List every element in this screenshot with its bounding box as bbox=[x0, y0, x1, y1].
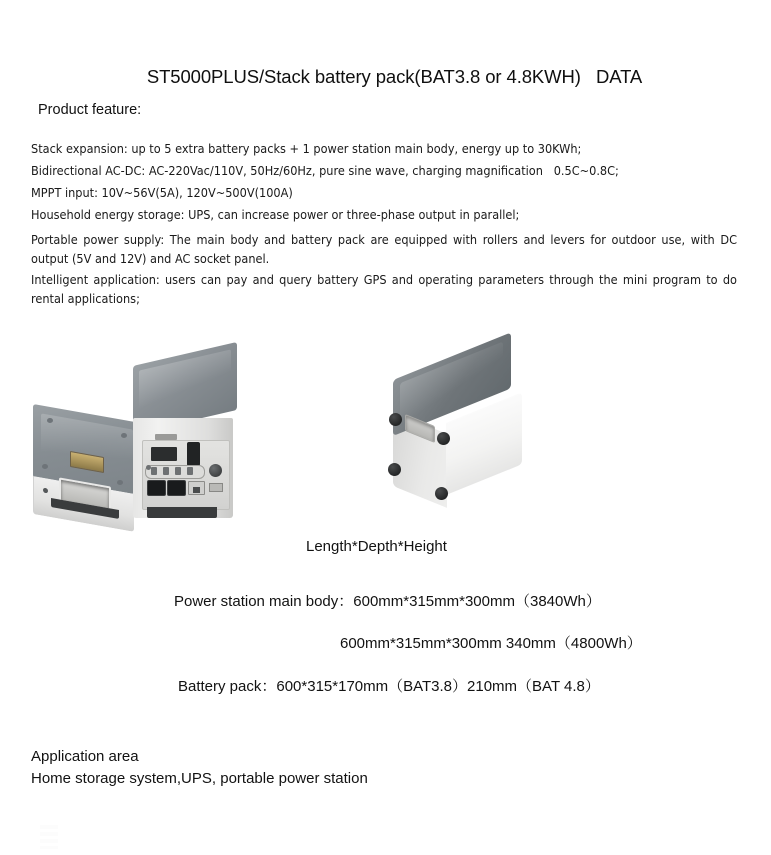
screw-icon bbox=[47, 418, 53, 423]
panel-button bbox=[151, 467, 157, 475]
rotary-knob bbox=[209, 464, 222, 477]
lcd-display bbox=[151, 447, 177, 461]
panel-button bbox=[175, 467, 181, 475]
dimension-header: Length*Depth*Height bbox=[306, 538, 447, 555]
feature-mppt-input: MPPT input: 10V~56V(5A), 120V~500V(100A) bbox=[31, 185, 293, 200]
dimension-battery-pack: Battery pack：600*315*170mm（BAT3.8）210mm（BAT 4.8） bbox=[178, 678, 600, 695]
roller-caster-icon bbox=[435, 487, 448, 500]
screw-icon bbox=[117, 480, 123, 485]
feature-stack-expansion: Stack expansion: up to 5 extra battery packs + 1 power station main body, energy up to 30KWh; bbox=[31, 141, 582, 156]
faint-watermark-artifact bbox=[40, 825, 58, 849]
feature-portable-power-supply: Portable power supply: The main body and battery pack are equipped with rollers and levers for outdoor use, with DC output (5V and 12V) and AC socket panel. bbox=[31, 232, 737, 266]
vent-grille bbox=[187, 442, 200, 466]
rj45-port bbox=[188, 481, 205, 495]
page-title: ST5000PLUS/Stack battery pack(BAT3.8 or 4.8KWH) DATA bbox=[146, 66, 643, 87]
feature-intelligent-application: Intelligent application: users can pay and query battery GPS and operating parameters through the mini program to do rental applications; bbox=[31, 272, 737, 306]
feature-bidirectional-acdc: Bidirectional AC-DC: AC-220Vac/110V, 50Hz/60Hz, pure sine wave, charging magnification 0.5C~0.8C; bbox=[31, 163, 619, 178]
feature-household-storage: Household energy storage: UPS, can increase power or three-phase output in parallel; bbox=[31, 207, 520, 222]
product-feature-list bbox=[31, 142, 737, 308]
product-photo-row bbox=[0, 366, 771, 526]
application-area-heading: Application area bbox=[31, 748, 139, 765]
dimension-secondary-line: 600mm*315mm*300mm 340mm（4800Wh） bbox=[340, 635, 642, 652]
roller-caster-icon bbox=[437, 432, 450, 445]
unit-upright-base-strip bbox=[147, 507, 217, 518]
roller-caster-icon bbox=[388, 463, 401, 476]
application-area-text: Home storage system,UPS, portable power station bbox=[31, 770, 368, 787]
ac-socket bbox=[167, 480, 186, 496]
unit-lying-flat bbox=[33, 404, 143, 512]
screw-icon bbox=[42, 464, 48, 469]
dimension-power-station-main-body: Power station main body：600mm*315mm*300mm（3840Wh） bbox=[174, 593, 601, 610]
photo-main-body-and-pack bbox=[33, 366, 243, 526]
roller-caster-icon bbox=[389, 413, 402, 426]
ac-socket bbox=[147, 480, 166, 496]
usb-port bbox=[209, 483, 223, 492]
product-feature-heading: Product feature: bbox=[38, 102, 142, 118]
panel-button bbox=[187, 467, 193, 475]
photo-battery-pack-box bbox=[385, 380, 537, 504]
panel-button bbox=[163, 467, 169, 475]
unit-flat-indicator-dot bbox=[43, 488, 48, 494]
unit-standing-upright bbox=[129, 366, 243, 524]
screw-icon bbox=[121, 433, 127, 438]
application-area-block bbox=[31, 746, 368, 790]
